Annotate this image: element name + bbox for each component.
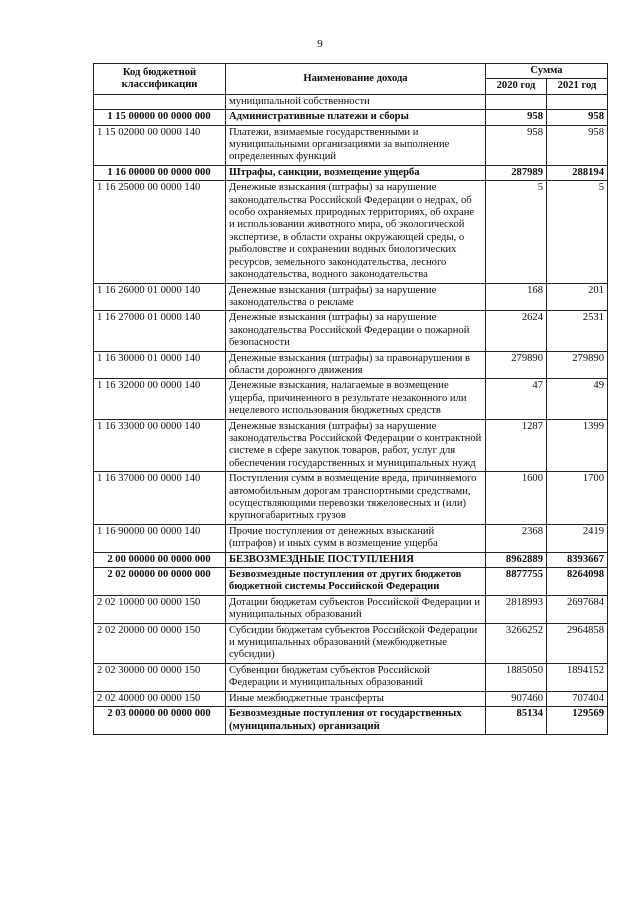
name-cell: Субсидии бюджетам субъектов Российской Федерации и муниципальных образований (межбюджетные субсидии) [226,623,486,663]
table-header-row [94,64,608,79]
table-row [94,472,608,525]
table-row [94,379,608,419]
table-row [94,283,608,311]
name-cell: Денежные взыскания (штрафы) за нарушение законодательства о рекламе [226,283,486,311]
table-row [94,691,608,706]
amount-2020-cell: 2818993 [486,595,547,623]
table-row [94,125,608,165]
amount-2021-cell: 5 [547,181,608,283]
name-cell: Денежные взыскания (штрафы) за правонарушения в области дорожного движения [226,351,486,379]
table-row [94,707,608,735]
name-cell: Дотации бюджетам субъектов Российской Федерации и муниципальных образований [226,595,486,623]
table-row [94,181,608,283]
code-cell: 1 16 30000 01 0000 140 [94,351,226,379]
name-cell: Иные межбюджетные трансферты [226,691,486,706]
code-cell: 1 16 33000 00 0000 140 [94,419,226,472]
code-cell: 1 16 90000 00 0000 140 [94,524,226,552]
amount-2020-cell: 85134 [486,707,547,735]
name-cell: Субвенции бюджетам субъектов Российской Федерации и муниципальных образований [226,663,486,691]
amount-2021-cell: 958 [547,110,608,125]
amount-2020-cell: 1600 [486,472,547,525]
code-cell: 1 16 32000 00 0000 140 [94,379,226,419]
table-row [94,524,608,552]
amount-2020-cell: 2624 [486,311,547,351]
table-row [94,568,608,596]
amount-2020-cell: 8962889 [486,552,547,567]
amount-2020-cell: 8877755 [486,568,547,596]
amount-2020-cell [486,94,547,109]
amount-2021-cell: 958 [547,125,608,165]
table-body [94,94,608,734]
name-cell: Платежи, взимаемые государственными и муниципальными организациями за выполнение определенных функций [226,125,486,165]
code-cell: 1 16 00000 00 0000 000 [94,165,226,180]
code-cell [94,94,226,109]
amount-2020-cell: 5 [486,181,547,283]
name-cell: Денежные взыскания (штрафы) за нарушение законодательства Российской Федерации о контрактной системе в сфере закупок товаров, работ, услуг для обеспечения государственных и муниципальных нужд [226,419,486,472]
code-cell: 2 02 20000 00 0000 150 [94,623,226,663]
table-row [94,552,608,567]
code-cell: 1 15 02000 00 0000 140 [94,125,226,165]
amount-2020-cell: 907460 [486,691,547,706]
amount-2021-cell: 288194 [547,165,608,180]
code-cell: 2 02 10000 00 0000 150 [94,595,226,623]
table-row [94,663,608,691]
table-row [94,419,608,472]
code-cell: 1 15 00000 00 0000 000 [94,110,226,125]
name-cell: Административные платежи и сборы [226,110,486,125]
amount-2020-cell: 279890 [486,351,547,379]
amount-2020-cell: 2368 [486,524,547,552]
table-row [94,94,608,109]
amount-2021-cell: 2964858 [547,623,608,663]
table-row [94,623,608,663]
name-cell: Денежные взыскания (штрафы) за нарушение законодательства Российской Федерации о недрах, об особо охраняемых природных территориях, об охране и использовании животного мира, об экологической экспертизе, в области охраны окружающей среды, о рыболовстве и сохранении водных биологических ресурсов, земельного законодательства, лесного законодательства, водного законодательства [226,181,486,283]
page-number: 9 [317,38,323,50]
amount-2021-cell: 201 [547,283,608,311]
name-cell: Безвозмездные поступления от других бюджетов бюджетной системы Российской Федерации [226,568,486,596]
name-cell: Денежные взыскания, налагаемые в возмещение ущерба, причиненного в результате незаконного или нецелевого использования бюджетных средств [226,379,486,419]
amount-2020-cell: 1287 [486,419,547,472]
header-name: Наименование дохода [226,64,486,95]
name-cell: муниципальной собственности [226,94,486,109]
amount-2021-cell: 8393667 [547,552,608,567]
amount-2020-cell: 958 [486,125,547,165]
header-year-2020: 2020 год [486,79,547,94]
amount-2021-cell: 1894152 [547,663,608,691]
name-cell: Безвозмездные поступления от государственных (муниципальных) организаций [226,707,486,735]
name-cell: Штрафы, санкции, возмещение ущерба [226,165,486,180]
code-cell: 1 16 26000 01 0000 140 [94,283,226,311]
amount-2021-cell: 707404 [547,691,608,706]
name-cell: Денежные взыскания (штрафы) за нарушение законодательства Российской Федерации о пожарной безопасности [226,311,486,351]
revenue-table [93,63,608,735]
amount-2020-cell: 168 [486,283,547,311]
amount-2020-cell: 1885050 [486,663,547,691]
header-code: Код бюджетной классификации [94,64,226,95]
code-cell: 1 16 25000 00 0000 140 [94,181,226,283]
amount-2021-cell [547,94,608,109]
name-cell: Прочие поступления от денежных взысканий (штрафов) и иных сумм в возмещение ущерба [226,524,486,552]
code-cell: 1 16 27000 01 0000 140 [94,311,226,351]
table-row [94,165,608,180]
amount-2021-cell: 129569 [547,707,608,735]
amount-2021-cell: 1700 [547,472,608,525]
table-row [94,351,608,379]
code-cell: 2 00 00000 00 0000 000 [94,552,226,567]
amount-2020-cell: 3266252 [486,623,547,663]
amount-2020-cell: 287989 [486,165,547,180]
table-row [94,110,608,125]
table-row [94,311,608,351]
code-cell: 2 02 00000 00 0000 000 [94,568,226,596]
amount-2021-cell: 2531 [547,311,608,351]
name-cell: БЕЗВОЗМЕЗДНЫЕ ПОСТУПЛЕНИЯ [226,552,486,567]
amount-2021-cell: 2419 [547,524,608,552]
code-cell: 2 02 30000 00 0000 150 [94,663,226,691]
amount-2020-cell: 958 [486,110,547,125]
code-cell: 2 02 40000 00 0000 150 [94,691,226,706]
amount-2021-cell: 1399 [547,419,608,472]
amount-2021-cell: 49 [547,379,608,419]
amount-2020-cell: 47 [486,379,547,419]
code-cell: 2 03 00000 00 0000 000 [94,707,226,735]
code-cell: 1 16 37000 00 0000 140 [94,472,226,525]
header-sum: Сумма [486,64,608,79]
amount-2021-cell: 2697684 [547,595,608,623]
amount-2021-cell: 279890 [547,351,608,379]
amount-2021-cell: 8264098 [547,568,608,596]
header-year-2021: 2021 год [547,79,608,94]
table-row [94,595,608,623]
name-cell: Поступления сумм в возмещение вреда, причиняемого автомобильным дорогам транспортными средствами, осуществляющими перевозки тяжеловесных и (или) крупногабаритных грузов [226,472,486,525]
